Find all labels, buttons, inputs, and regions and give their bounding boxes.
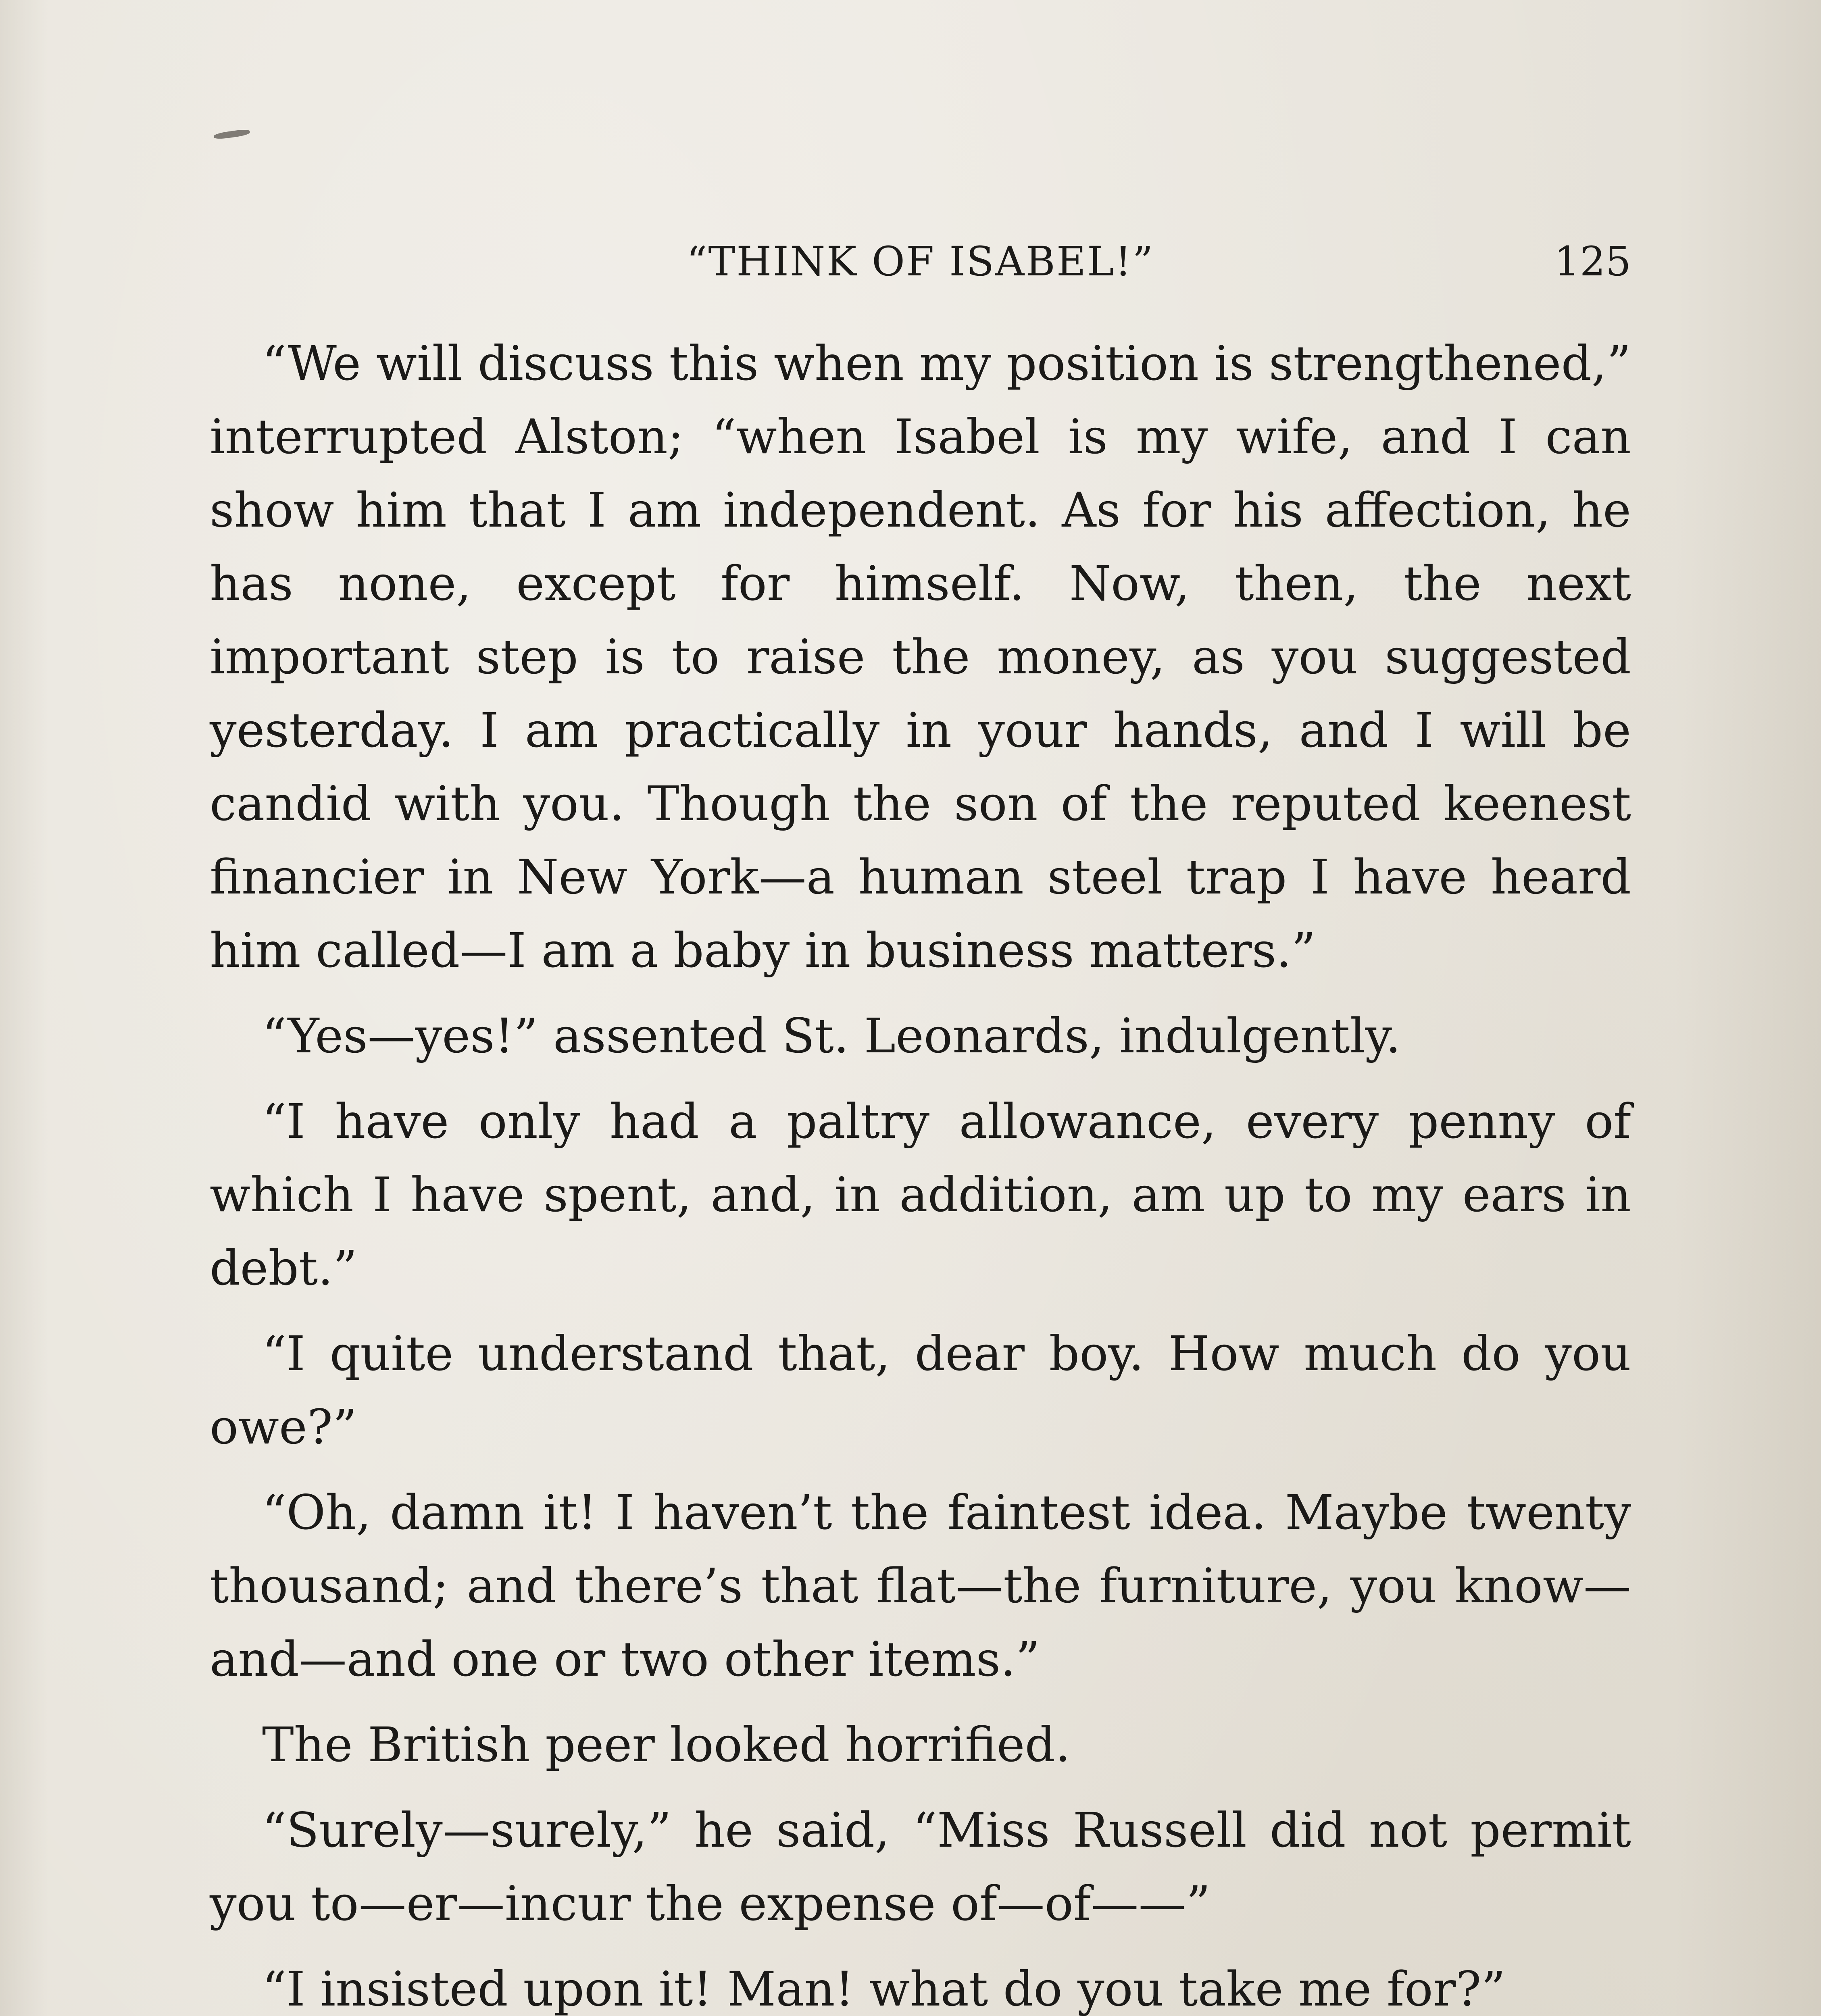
paragraph: “I insisted upon it! Man! what do you take me for?” — [262, 1961, 1506, 2016]
ink-smudge — [213, 129, 250, 140]
paragraph: “Yes—yes!” assented St. Leonards, indulgently. — [262, 1008, 1401, 1064]
paragraph: The British peer looked horrified. — [262, 1717, 1071, 1772]
paragraph: “We will discuss this when my position is strengthened,” interrupted Alston; “when Isabel is my wife, and I can show him that I am independent. As for his affection, he has none, except for himself. Now, then, the next important step is to raise the money, as you suggested yesterday. I am practically in your hands, and I will be candid with you. Though the son of the reputed keenest financier in New York—a human steel trap I have heard him called—I am a baby in business matters.” — [210, 335, 1631, 978]
paragraph: “Oh, damn it! I haven’t the faintest idea. Maybe twenty thousand; and there’s that flat—the furniture, you know—and—and one or two other items.” — [210, 1485, 1631, 1687]
body-text — [210, 327, 1631, 2016]
paragraph: “I have only had a paltry allowance, every penny of which I have spent, and, in addition, am up to my ears in debt.” — [210, 1093, 1631, 1296]
running-head: “THINK OF ISABEL!” — [686, 238, 1154, 285]
page-number: 125 — [1554, 238, 1631, 285]
page-header — [210, 238, 1631, 290]
paragraph: “I quite understand that, dear boy. How much do you owe?” — [210, 1326, 1631, 1455]
paragraph: “Surely—surely,” he said, “Miss Russell did not permit you to—er—incur the expense of—of——” — [210, 1802, 1631, 1931]
